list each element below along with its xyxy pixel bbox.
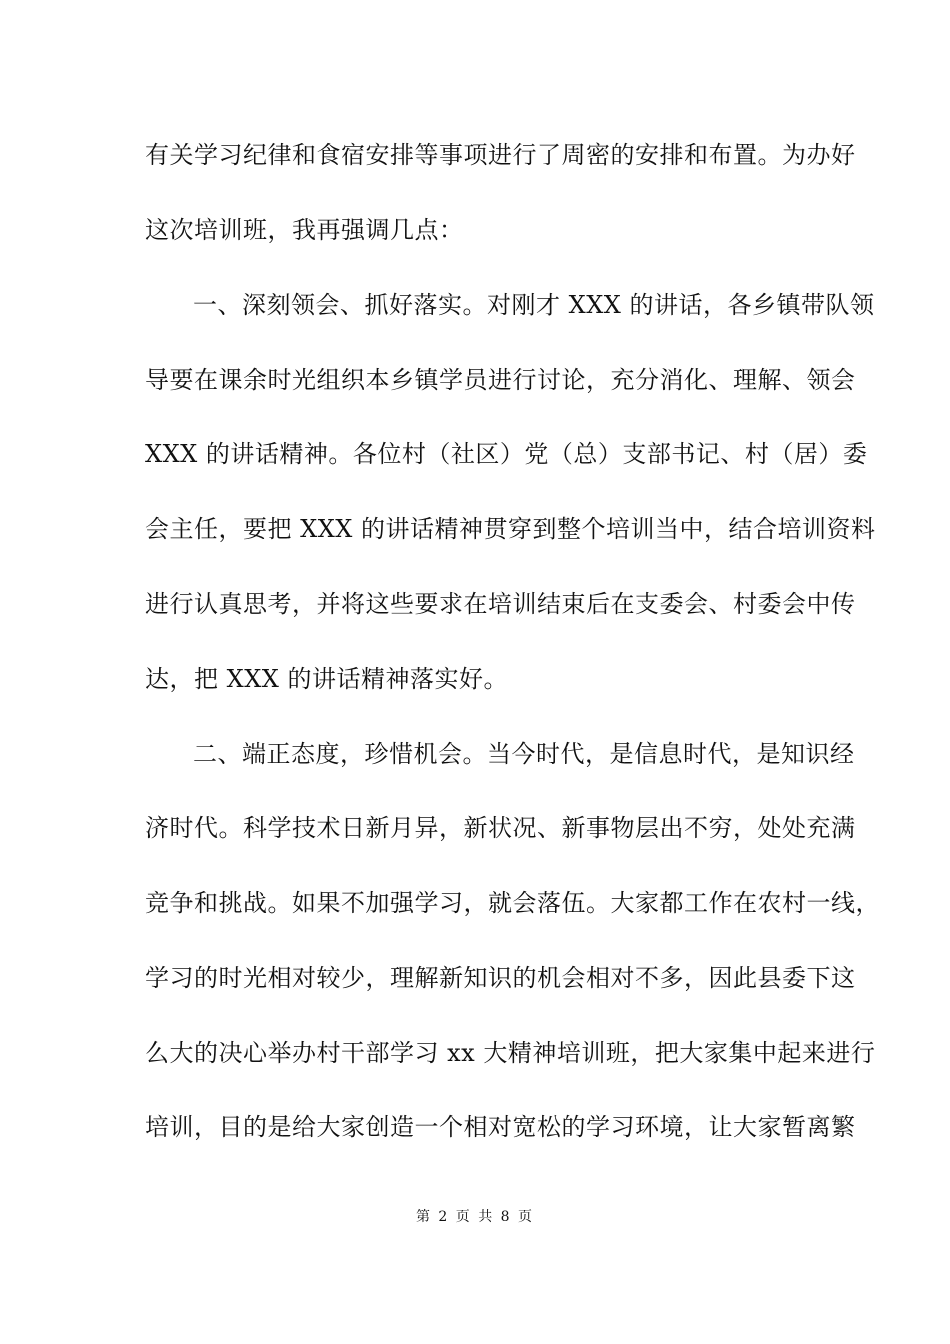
paragraph-first-line: 一、深刻领会、抓好落实。对刚才 XXX 的讲话，各乡镇带队领 [193, 291, 875, 319]
body-text-line: 有关学习纪律和食宿安排等事项进行了周密的安排和布置。为办好 [145, 141, 856, 169]
paragraph-first-line: 二、端正态度，珍惜机会。当今时代，是信息时代，是知识经 [193, 740, 855, 768]
page-number-footer: 第 2 页 共 8 页 [415, 1209, 535, 1225]
body-text-line: 济时代。科学技术日新月异，新状况、新事物层出不穷，处处充满 [145, 814, 856, 842]
body-text-line: 这次培训班，我再强调几点： [145, 216, 464, 244]
body-text-line: 进行认真思考，并将这些要求在培训结束后在支委会、村委会中传 [145, 590, 856, 618]
body-text-line: 竞争和挑战。如果不加强学习，就会落伍。大家都工作在农村一线， [145, 889, 880, 917]
body-text-line: 会主任，要把 XXX 的讲话精神贯穿到整个培训当中，结合培训资料 [145, 515, 876, 543]
body-text-line: 么大的决心举办村干部学习 xx 大精神培训班，把大家集中起来进行 [145, 1039, 876, 1067]
body-text-line: XXX 的讲话精神。各位村（社区）党（总）支部书记、村（居）委 [145, 440, 868, 468]
body-text-line: 达，把 XXX 的讲话精神落实好。 [145, 665, 509, 693]
body-text-line: 导要在课余时光组织本乡镇学员进行讨论，充分消化、理解、领会 [145, 366, 856, 394]
body-text-line: 学习的时光相对较少，理解新知识的机会相对不多，因此县委下这 [145, 964, 856, 992]
body-text-line: 培训，目的是给大家创造一个相对宽松的学习环境，让大家暂离繁 [145, 1113, 856, 1141]
